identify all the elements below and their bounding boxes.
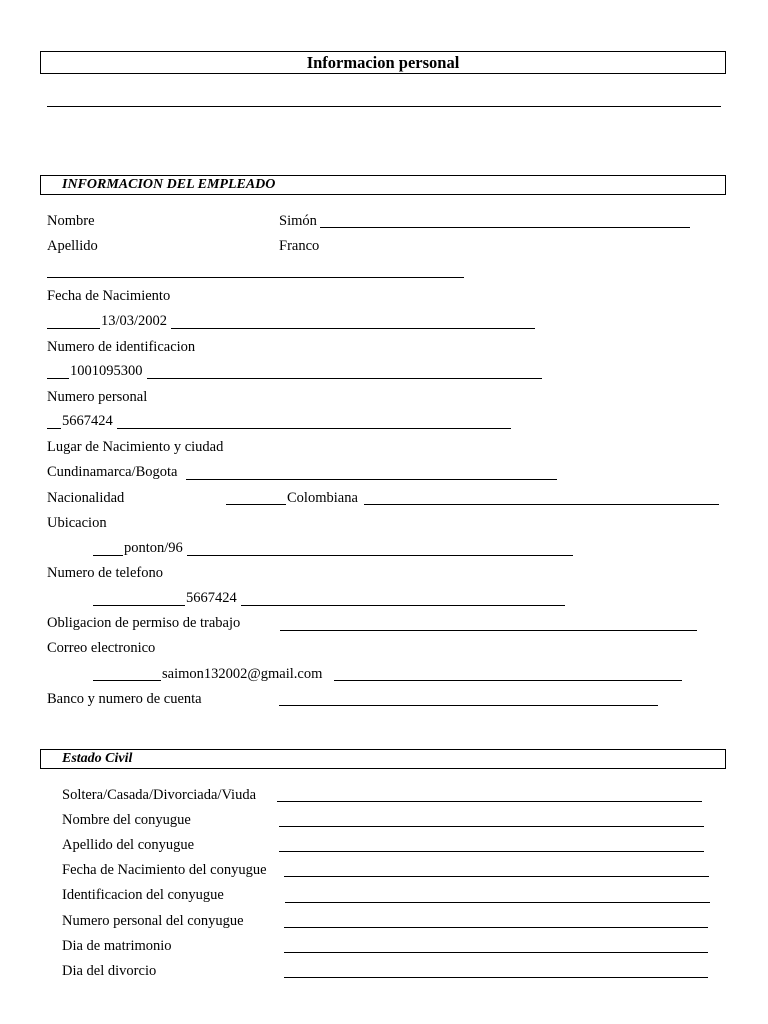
lugar-value[interactable]: Cundinamarca/Bogota — [47, 464, 178, 480]
id-field-line-pre[interactable] — [47, 378, 69, 379]
divorcio-field-line[interactable] — [284, 977, 708, 978]
matrimonio-field-line[interactable] — [284, 952, 708, 953]
apellido-field-line[interactable] — [47, 277, 464, 278]
ubicacion-field-line-pre[interactable] — [93, 555, 123, 556]
correo-field-line[interactable] — [334, 680, 682, 681]
ubicacion-value[interactable]: ponton/96 — [124, 540, 183, 556]
telefono-value[interactable]: 5667424 — [186, 590, 237, 606]
section-civil-header — [40, 749, 726, 769]
permiso-field-line[interactable] — [280, 630, 697, 631]
telefono-field-line[interactable] — [241, 605, 565, 606]
ubicacion-field-line[interactable] — [187, 555, 573, 556]
section-employee-title: INFORMACION DEL EMPLEADO — [62, 177, 276, 192]
personal-label: Numero personal — [47, 389, 148, 405]
telefono-label: Numero de telefono — [47, 565, 163, 581]
banco-field-line[interactable] — [279, 705, 658, 706]
personal-value[interactable]: 5667424 — [62, 413, 113, 429]
nacionalidad-label: Nacionalidad — [47, 490, 125, 506]
estado-field-line[interactable] — [277, 801, 702, 802]
title-underline — [47, 106, 721, 107]
ubicacion-label: Ubicacion — [47, 515, 107, 531]
id-value[interactable]: 1001095300 — [70, 363, 143, 379]
section-civil-title: Estado Civil — [62, 751, 133, 766]
id-field-line[interactable] — [147, 378, 542, 379]
correo-value[interactable]: saimon132002@gmail.com — [162, 666, 323, 682]
apellido-value[interactable]: Franco — [279, 238, 320, 254]
nombre-label: Nombre — [47, 213, 95, 229]
divorcio-label: Dia del divorcio — [62, 963, 157, 979]
title-box — [40, 51, 726, 74]
permiso-label: Obligacion de permiso de trabajo — [47, 615, 241, 631]
fecha-conyugue-field-line[interactable] — [284, 876, 709, 877]
nacionalidad-field-line-pre[interactable] — [226, 504, 286, 505]
nombre-field-line[interactable] — [320, 227, 690, 228]
banco-label: Banco y numero de cuenta — [47, 691, 202, 707]
fecha-field-line-pre[interactable] — [47, 328, 100, 329]
page-title: Informacion personal — [306, 53, 460, 72]
telefono-field-line-pre[interactable] — [93, 605, 185, 606]
personal-field-line[interactable] — [117, 428, 511, 429]
correo-label: Correo electronico — [47, 640, 156, 656]
id-conyugue-label: Identificacion del conyugue — [62, 887, 224, 903]
section-employee-header — [40, 175, 726, 195]
fecha-field-line[interactable] — [171, 328, 535, 329]
estado-label: Soltera/Casada/Divorciada/Viuda — [62, 787, 257, 803]
apellido-conyugue-label: Apellido del conyugue — [62, 837, 195, 853]
nombre-conyugue-label: Nombre del conyugue — [62, 812, 191, 828]
matrimonio-label: Dia de matrimonio — [62, 938, 172, 954]
nacionalidad-value[interactable]: Colombiana — [287, 490, 358, 506]
id-label: Numero de identificacion — [47, 339, 196, 355]
fecha-conyugue-label: Fecha de Nacimiento del conyugue — [62, 862, 267, 878]
correo-field-line-pre[interactable] — [93, 680, 161, 681]
nombre-conyugue-field-line[interactable] — [279, 826, 704, 827]
personal-field-line-pre[interactable] — [47, 428, 61, 429]
personal-conyugue-field-line[interactable] — [284, 927, 708, 928]
nombre-value[interactable]: Simón — [279, 213, 317, 229]
lugar-field-line[interactable] — [186, 479, 557, 480]
apellido-conyugue-field-line[interactable] — [279, 851, 704, 852]
fecha-value[interactable]: 13/03/2002 — [101, 313, 168, 329]
apellido-label: Apellido — [47, 238, 98, 254]
personal-conyugue-label: Numero personal del conyugue — [62, 913, 244, 929]
id-conyugue-field-line[interactable] — [285, 902, 710, 903]
fecha-label: Fecha de Nacimiento — [47, 288, 171, 304]
lugar-label: Lugar de Nacimiento y ciudad — [47, 439, 224, 455]
nacionalidad-field-line[interactable] — [364, 504, 719, 505]
